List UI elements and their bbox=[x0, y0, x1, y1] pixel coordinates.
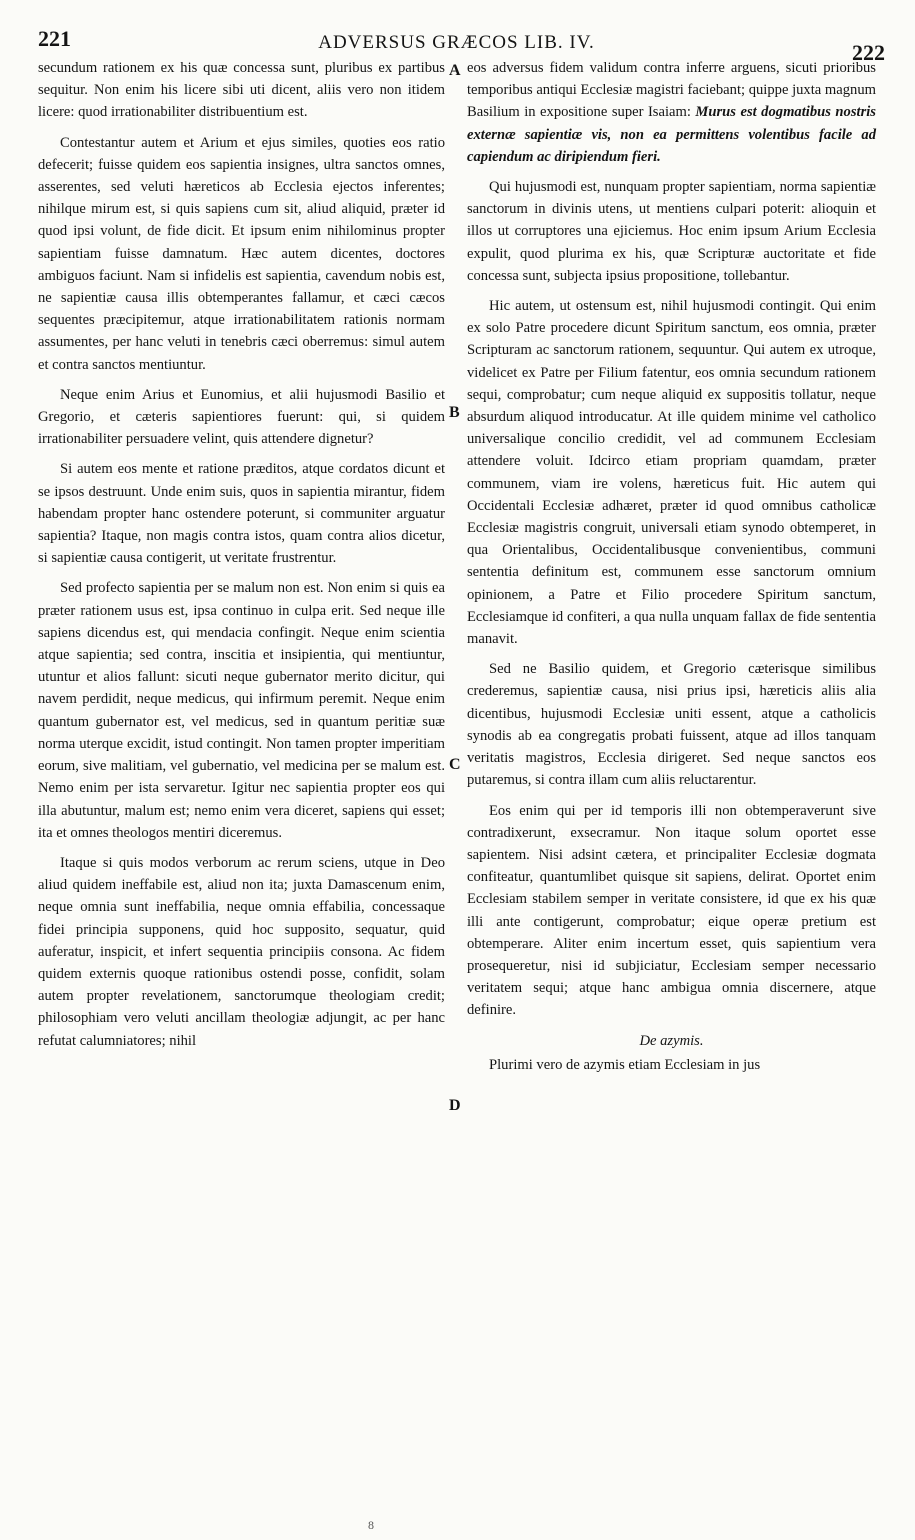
basil-quote: Murus est dogmatibus nostris externæ sapientiæ vis, non ea permittens volentibus facile ad capiendum ac diripiendum fieri. bbox=[467, 104, 876, 165]
paragraph: Sed profecto sapientia per se malum non est. Non enim si quis ea præter rationem usus est, ipsa continuo in culpa erit. Sed neque ille sapiens dicendus est, qui mendacia confingit. Neque enim scientia atque sapientia; sed contra, inscitia et insipientia, qui mentiuntur, utuntur et alios fallunt: sicuti neque gubernator merito dicitur, qui navem perdidit, neque medicus, qui infirmum peremit. Neque enim quantum gubernator est, vel medicus, sed in quantum peritiæ suæ norma uterque excidit, istud contingit. Non tamen propter imperitiam eorum, sive malitiam, vel gubernatio, vel medicina per se malum est. Nemo enim per ista servaretur. Igitur nec sapientia propter eos qui illa abutuntur, malum est; nemo enim vera diceret, sapiens qui esset; ita et omnes theologos mentiri diceremus. bbox=[38, 580, 445, 841]
right-column bbox=[467, 57, 876, 1084]
section-marker-a: A bbox=[449, 62, 461, 79]
page-header bbox=[28, 20, 885, 65]
page-number-left: 221 bbox=[38, 26, 71, 51]
paragraph: Eos enim qui per id temporis illi non obtemperaverunt sive contradixerunt, exsecramur. Non itaque solum oportet esse sapientem. Nisi adsint cætera, et principaliter Ecclesiæ dogmata confiteatur, quantumlibet quisque sit sapiens, delirat. Oportet enim Ecclesiam stabilem semper in veritate consistere, id que ex his quæ illi ante contigerunt, comprobatur; eique operæ pretium est obtemperare. Aliter enim incertum esset, quis sapientium vera prosequeretur, nisi id subjiciatur, Ecclesiam semper necessario veritatem sequi; atque hanc ambigua omnia discernere, atque definire. bbox=[467, 802, 876, 1019]
paragraph: Qui hujusmodi est, nunquam propter sapientiam, norma sapientiæ sanctorum in divinis utens, ut mentiens culpari poterit: alioquin et illos ut corruptores una ejiciemus. Hoc enim ipsum Arium Ecclesia expulit, quod plurima ex his, quæ Scripturæ auctoritate et fide concessa sunt, subjecta ipsius propositione, tollebantur. bbox=[467, 179, 876, 284]
left-column bbox=[38, 57, 445, 1060]
page-number-right: 222 bbox=[852, 40, 885, 65]
paragraph-text: eos adversus fidem validum contra inferre arguens, sicuti prioribus temporibus antiqui Ecclesiæ magistri faciebant; quippe juxta magnum Basilium in expositione super Isaiam: bbox=[467, 60, 876, 121]
section-heading: De azymis. bbox=[639, 1032, 704, 1049]
section-marker-b: B bbox=[449, 404, 460, 421]
paragraph: Sed ne Basilio quidem, et Gregorio cæterisque similibus crederemus, sapientiæ causa, nisi prius ipsi, hæreticis aliis alia dicentibus, hujusmodi Ecclesiæ uniti essent, atque a catholicis synodis ab ea congregatis probati fuissent, atque ad illos tanquam veritatis magistros, Ecclesia dirigeret. Sed neque sanctos eos putaremus, si contra illam cum aliis reluctarentur. bbox=[467, 661, 876, 789]
paragraph: Si autem eos mente et ratione præditos, atque cordatos dicunt et se ipsos destruunt. Unde enim suis, quos in sapientia mirantur, fidem habendam propter hanc ostendere poterunt, si communiter arguatur sapientia? Itaque, non magis contra istos, quam contra alios dicetur, si sapientiæ causa contigerit, ut veritate frustrentur. bbox=[38, 461, 445, 567]
running-title: ADVERSUS GRÆCOS LIB. IV. bbox=[318, 32, 595, 53]
section-marker-d: D bbox=[449, 1097, 461, 1114]
paragraph: Plurimi vero de azymis etiam Ecclesiam in jus bbox=[489, 1056, 761, 1073]
section-marker-c: C bbox=[449, 756, 461, 773]
paragraph: secundum rationem ex his quæ concessa sunt, pluribus ex partibus sequitur. Non enim his licere sibi uti dicent, aliis vero non itidem licere: quod irrationabiliter distribuentium est. bbox=[38, 60, 445, 121]
paragraph: Contestantur autem et Arium et ejus similes, quoties eos ratio defecerit; fuisse quidem eos sapientia insignes, ultra sanctos omnes, asserentes, sed veluti hæreticos ab Ecclesia ejectos inferentes; nihilque mirum est, si quis sapiens cum sit, aliud aliquid, præter id quod ipsi volunt, de fide dicit. Et ipsum enim nihilominus propter sapientiam fuisse damnatum. Hæc autem dicentes, doctores ambiguos faciunt. Nam si infidelis est sapientia, cavendum nobis est, ne sapientiæ causa illis obtemperantes fallamur, et cæci cæcos sequentes præcipitemur, atque irrationabilitatem rationis normam assumentes, per hanc veluti in tenebris cæci oberremus: simul autem et contra sanctos mentiuntur. bbox=[38, 134, 445, 373]
footer-mark: 8 bbox=[368, 1518, 374, 1532]
paragraph: Hic autem, ut ostensum est, nihil hujusmodi contingit. Qui enim ex solo Patre procedere dicunt Spiritum sanctum, eos omnia, præter Scripturam ac sanctorum rationem, sequuntur. Qui autem ex utroque, videlicet ex Patre per Filium fatentur, eos omnia secundum rationem sequi, comprobatur; cum neque aliquid ex suppositis tollatur, neque absurdum aliquod introducatur. At ille quidem minime vel catholico universalique concilio credidit, vel ad communem Ecclesiam attendere voluit. Idcirco etiam propriam quamdam, præter communem, viam ire volens, hæreticus fuit. Hic autem qui Occidentali Ecclesiæ adhæret, præter id quod omnibus catholicæ Ecclesiæ magistris congruit, universali etiam synodo obtemperet, in qua Orientalibus, Occidentalibusque convenientibus, communi sententia definitum est, communem esse sanctorum omnium opinionem, a Patre et Filio procedere Spiritum sanctum, Ecclesiamque id confiteri, a qua nulla unquam fallax de fide sententia manavit. bbox=[467, 298, 876, 648]
paragraph bbox=[467, 57, 876, 168]
paragraph: Neque enim Arius et Eunomius, et alii hujusmodi Basilio et Gregorio, et cæteris sapientiores fuerunt: qui, si quidem irrationabiliter persuadere velint, quis attendere dignetur? bbox=[38, 386, 445, 448]
paragraph: Itaque si quis modos verborum ac rerum sciens, utque in Deo aliud quidem ineffabile est, aliud non ita; juxta Damascenum enim, neque omnia sunt ineffabilia, neque omnia effabilia, concessaque fidei principia supponens, quid hoc supposito, sequatur, quid auferatur, inspicit, et infert sequentia principiis consona. Ac fidem quidem externis quoque rationibus ostendi posse, confidit, solam autem propter revelationem, sanctorumque theologiam credit; philosophiam vero veluti ancillam theologiæ adjungit, ac per hanc refutat calumniatores; nihil bbox=[38, 854, 445, 1049]
